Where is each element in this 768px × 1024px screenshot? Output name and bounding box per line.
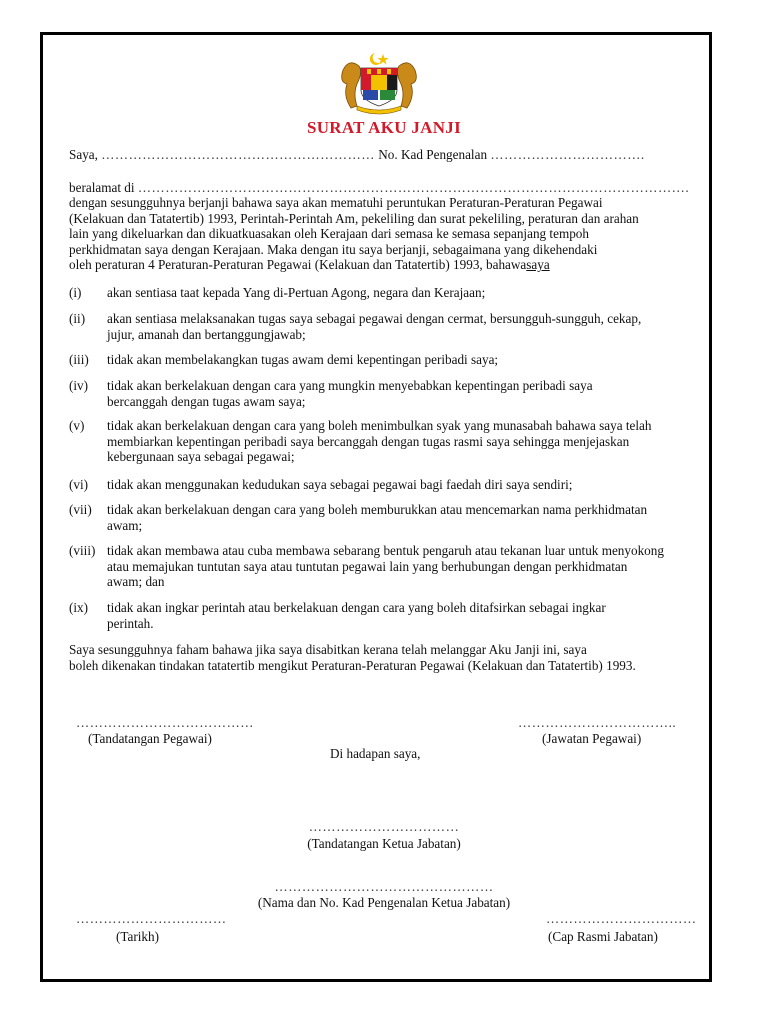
item-line: tidak akan membawa atau cuba membawa sebarang bentuk pengaruh atau tekanan luar untuk menyokong [107,543,664,558]
intro-last-text: oleh peraturan 4 Peraturan-Peraturan Pegawai (Kelakuan dan Tatatertib) 1993, bahawa [69,257,527,272]
name-line [69,147,645,163]
item-number: (vii) [69,502,92,517]
item-number: (i) [69,285,82,300]
document-title: SURAT AKU JANJI [306,118,462,137]
item-number: (v) [69,418,85,433]
item-line: akan sentiasa melaksanakan tugas saya sebagai pegawai dengan cermat, bersungguh-sungguh, cekap, [107,311,642,326]
intro-line: dengan sesungguhnya berjanji bahawa saya akan mematuhi peruntukan Peraturan-Peraturan Pegawai [69,195,603,210]
saya-label: Saya, [69,147,98,162]
item-number: (iii) [69,352,89,367]
item-line: tidak akan berkelakuan dengan cara yang mungkin menyebabkan kepentingan peribadi saya [107,378,593,393]
ic-label: No. Kad Pengenalan [378,147,488,162]
position-label: (Jawatan Pegawai) [542,731,642,746]
head-name-blank[interactable]: ………………………………………… [274,879,494,894]
intro-line: perkhidmatan saya dengan Kerajaan. Maka dengan itu saya berjanji, sebagaimana yang dikehendaki [69,241,598,257]
item-line: tidak akan membelakangkan tugas awam demi kepentingan peribadi saya; [107,352,499,367]
address-label: beralamat di [69,180,135,195]
item-number: (viii) [69,543,96,558]
item-number: (ix) [69,600,89,615]
item-number: (ii) [69,311,86,326]
head-name-label: (Nama dan No. Kad Pengenalan Ketua Jabatan) [257,895,511,910]
date-blank[interactable]: …………………………… [76,911,227,926]
closing-paragraph [69,642,699,673]
item-number: (iv) [69,378,89,393]
closing-line: Saya sesungguhnya faham bahawa jika saya disabitkan kerana telah melanggar Aku Janji ini, saya [69,642,587,657]
intro-paragraph [69,195,699,273]
item-line: tidak akan berkelakuan dengan cara yang boleh memburukkan atau mencemarkan nama perkhidmatan [107,502,648,517]
position-blank[interactable]: …………………………….. [518,715,677,730]
stamp-label: (Cap Rasmi Jabatan) [548,929,658,944]
item-line: awam; [107,517,143,533]
item-line: tidak akan ingkar perintah atau berkelakuan dengan cara yang boleh ditafsirkan sebagai ingkar [107,600,606,615]
intro-line: lain yang dikeluarkan dan dikuatkuasakan oleh Kerajaan dari semasa ke semasa sepanjang tempoh [69,226,589,241]
item-line: akan sentiasa taat kepada Yang di-Pertuan Agong, negara dan Kerajaan; [107,285,486,300]
malaysia-coat-of-arms-icon [337,50,421,116]
item-line: bercanggah dengan tugas awam saya; [107,393,306,409]
item-line: perintah. [107,615,154,631]
ic-blank[interactable]: ……………………………. [490,147,645,162]
officer-signature-blank[interactable]: ………………………………… [76,715,254,730]
item-line: tidak akan berkelakuan dengan cara yang boleh menimbulkan syak yang munasabah bahawa saya telah [107,418,652,433]
item-line: awam; dan [107,574,165,589]
intro-underlined-word: saya [526,257,550,272]
head-signature-blank[interactable]: …………………………… [308,819,460,834]
head-signature-label: (Tandatangan Ketua Jabatan) [307,836,461,851]
intro-line-last [69,257,699,273]
date-label: (Tarikh) [116,929,160,944]
item-line: jujur, amanah dan bertanggungjawab; [107,326,306,342]
item-line: membiarkan kepentingan peribadi saya bercanggah dengan tugas rasmi saya sehingga menjejaskan [107,433,630,449]
address-line [69,180,689,196]
item-line: tidak akan menggunakan kedudukan saya sebagai pegawai bagi faedah diri saya sendiri; [107,477,573,492]
stamp-blank[interactable]: …………………………… [546,911,697,926]
witness-text: Di hadapan saya, [330,746,421,761]
intro-line: (Kelakuan dan Tatatertib) 1993, Perintah-Perintah Am, pekeliling dan surat pekeliling, peraturan dan arahan [69,210,639,226]
address-blank[interactable]: …………………………………………………………………………………………………………. [137,180,690,195]
item-line: atau memajukan tuntutan saya atau tuntutan pegawai lain yang berhubungan dengan perkhidmatan [107,558,628,574]
item-line: kebergunaan saya sebagai pegawai; [107,449,295,464]
item-number: (vi) [69,477,89,492]
closing-line: boleh dikenakan tindakan tatatertib mengikut Peraturan-Peraturan Pegawai (Kelakuan dan Tatatertib) 1993. [69,657,636,673]
name-blank[interactable]: …………………………………………………… [101,147,375,162]
officer-signature-label: (Tandatangan Pegawai) [88,731,212,746]
